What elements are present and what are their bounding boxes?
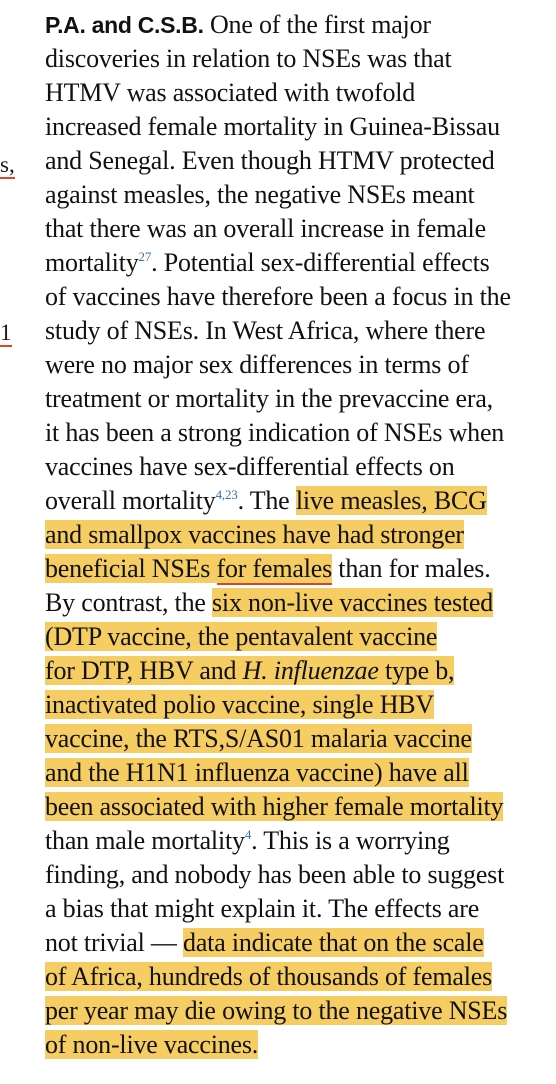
text-line bbox=[45, 756, 553, 790]
highlight: of non-live vaccines. bbox=[45, 1030, 259, 1059]
text-line bbox=[45, 688, 553, 722]
text-line: not trivial — data indicate that on the scale bbox=[45, 928, 484, 957]
article-paragraph bbox=[45, 8, 553, 1062]
speaker-initials: P.A. and C.S.B. bbox=[45, 12, 204, 38]
text-line: that there was an overall increase in female bbox=[45, 214, 486, 243]
text-line: it has been a strong indication of NSEs when bbox=[45, 418, 505, 447]
text-line bbox=[45, 960, 553, 994]
text-line bbox=[45, 1028, 553, 1062]
highlight: beneficial NSEs bbox=[45, 554, 217, 583]
highlight: and smallpox vaccines have had stronger bbox=[45, 520, 464, 549]
highlight: six non-live vaccines tested bbox=[212, 588, 494, 617]
highlight: inactivated polio vaccine, single HBV bbox=[45, 690, 434, 719]
text-line bbox=[45, 620, 553, 654]
highlight: and the H1N1 influenza vaccine) have all bbox=[45, 758, 469, 787]
underlined-highlight: for females bbox=[216, 554, 332, 583]
citation-ref[interactable]: 4 bbox=[244, 827, 252, 842]
text-line: than male mortality$^4$. This is a worrying bbox=[45, 826, 450, 855]
text-line: a bias that might explain it. The effects are bbox=[45, 894, 480, 923]
highlight: for DTP, HBV and H. influenzae type b, bbox=[45, 656, 455, 685]
citation-ref[interactable]: 27 bbox=[138, 249, 152, 264]
highlight: been associated with higher female mortality bbox=[45, 792, 504, 821]
text-line: discoveries in relation to NSEs was that bbox=[45, 44, 452, 73]
text-line: increased female mortality in Guinea-Bissau bbox=[45, 112, 500, 141]
text-line: By contrast, the six non-live vaccines tested bbox=[45, 588, 494, 617]
text-line: HTMV was associated with twofold bbox=[45, 78, 416, 107]
text-line: beneficial NSEs for females than for males. bbox=[45, 554, 491, 583]
text-line: were no major sex differences in terms of bbox=[45, 350, 469, 379]
citation-ref[interactable]: 4,23 bbox=[215, 487, 238, 502]
text-line: of vaccines have therefore been a focus in the bbox=[45, 282, 511, 311]
text-line: overall mortality$^{4,23}$. The live measles, BCG bbox=[45, 486, 487, 515]
margin-fragment-2: 1 bbox=[0, 320, 12, 345]
text-line: vaccines have sex-differential effects on bbox=[45, 452, 455, 481]
text-line bbox=[45, 994, 553, 1028]
text-line: and Senegal. Even though HTMV protected bbox=[45, 146, 495, 175]
text-line bbox=[45, 518, 553, 552]
highlight: data indicate that on the scale bbox=[183, 928, 484, 957]
text-line bbox=[45, 654, 553, 688]
text-line: study of NSEs. In West Africa, where there bbox=[45, 316, 486, 345]
text-line: treatment or mortality in the prevaccine era, bbox=[45, 384, 493, 413]
text-line bbox=[45, 722, 553, 756]
highlight: live measles, BCG bbox=[295, 486, 487, 515]
text-line bbox=[45, 790, 553, 824]
text-line: against measles, the negative NSEs meant bbox=[45, 180, 475, 209]
text-line: P.A. and C.S.B. One of the first major bbox=[45, 10, 431, 39]
highlight: (DTP vaccine, the pentavalent vaccine bbox=[45, 622, 438, 651]
margin-fragment-1: s, bbox=[0, 152, 15, 177]
highlight: per year may die owing to the negative NSEs bbox=[45, 996, 508, 1025]
text-line: finding, and nobody has been able to suggest bbox=[45, 860, 505, 889]
text-line: mortality$^{27}$. Potential sex-differential effects bbox=[45, 248, 490, 277]
highlight: vaccine, the RTS,S/AS01 malaria vaccine bbox=[45, 724, 472, 753]
highlight: of Africa, hundreds of thousands of females bbox=[45, 962, 492, 991]
